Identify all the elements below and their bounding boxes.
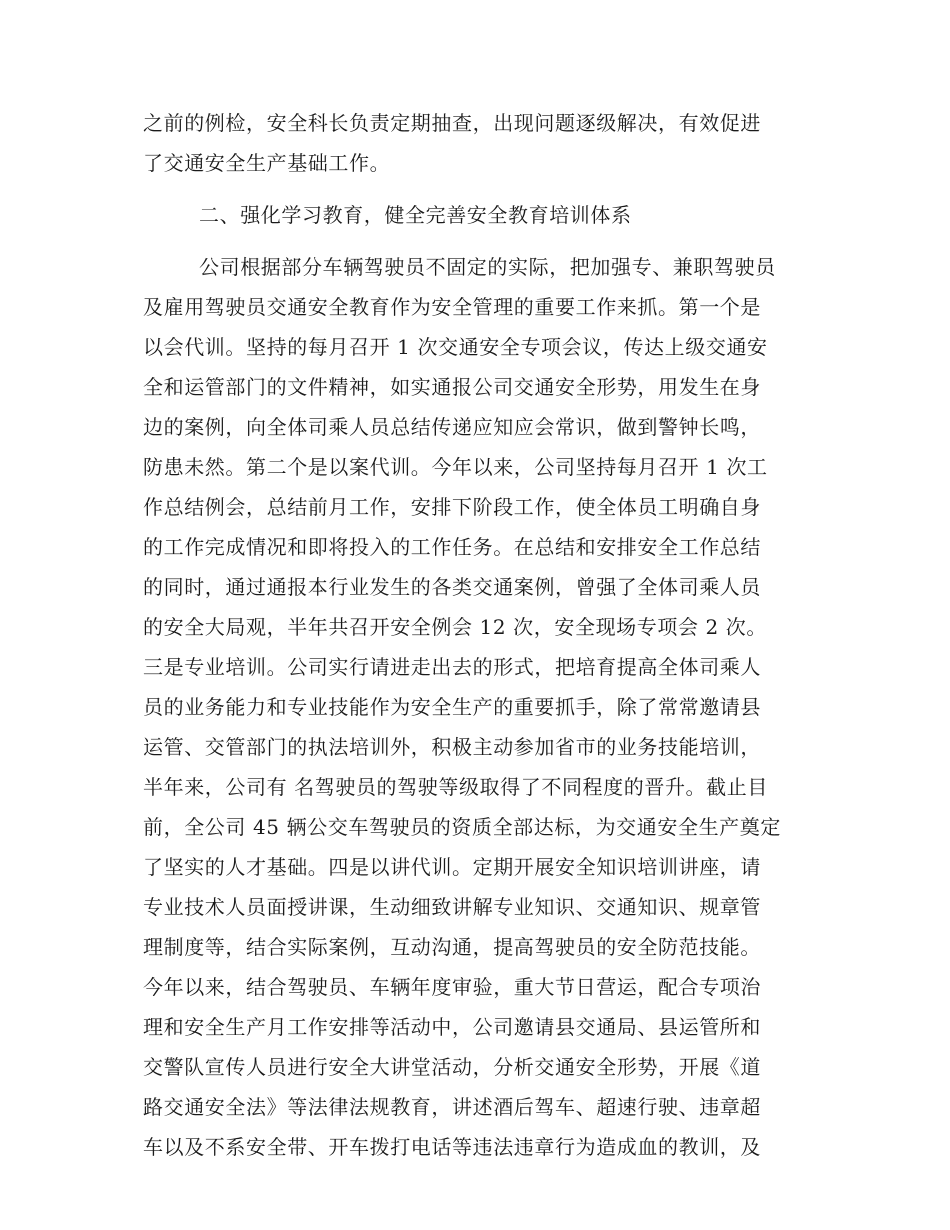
paragraph-line: 边的案例，向全体司乘人员总结传递应知应会常识，做到警钟长鸣， [143,415,761,439]
paragraph-line: 了坚实的人才基础。四是以讲代训。定期开展安全知识培训讲座，请 [143,855,761,879]
paragraph-line: 路交通安全法》等法律法规教育，讲述酒后驾车、超速行驶、违章超 [143,1095,761,1119]
paragraph-line: 的同时，通过通报本行业发生的各类交通案例，曾强了全体司乘人员 [143,575,761,599]
paragraph-line: 及雇用驾驶员交通安全教育作为安全管理的重要工作来抓。第一个是 [143,295,761,319]
paragraph-line: 三是专业培训。公司实行请进走出去的形式，把培育提高全体司乘人 [143,655,761,679]
paragraph-line: 专业技术人员面授讲课，生动细致讲解专业知识、交通知识、规章管 [143,895,761,919]
paragraph-line: 理制度等，结合实际案例，互动沟通，提高驾驶员的安全防范技能。 [143,935,761,959]
section-heading: 二、强化学习教育，健全完善安全教育培训体系 [199,203,632,227]
paragraph-line: 半年来，公司有 名驾驶员的驾驶等级取得了不同程度的晋升。截止目 [143,775,768,799]
paragraph-line: 全和运管部门的文件精神，如实通报公司交通安全形势，用发生在身 [143,375,761,399]
paragraph-line: 理和安全生产月工作安排等活动中，公司邀请县交通局、县运管所和 [143,1015,761,1039]
paragraph-line: 的安全大局观，半年共召开安全例会 12 次，安全现场专项会 2 次。 [143,615,768,639]
paragraph-line: 防患未然。第二个是以案代训。今年以来，公司坚持每月召开 1 次工 [143,455,768,479]
paragraph-line: 的工作完成情况和即将投入的工作任务。在总结和安排安全工作总结 [143,535,761,559]
paragraph-line: 前，全公司 45 辆公交车驾驶员的资质全部达标，为交通安全生产奠定 [143,815,781,839]
paragraph-line: 之前的例检，安全科长负责定期抽查，出现问题逐级解决，有效促进 [143,111,761,135]
paragraph-line: 员的业务能力和专业技能作为安全生产的重要抓手，除了常常邀请县 [143,695,761,719]
paragraph-line: 运管、交管部门的执法培训外，积极主动参加省市的业务技能培训， [143,735,761,759]
paragraph-line: 车以及不系安全带、开车拨打电话等违法违章行为造成血的教训，及 [143,1135,761,1159]
paragraph-line: 以会代训。坚持的每月召开 1 次交通安全专项会议，传达上级交通安 [143,335,768,359]
paragraph-line: 公司根据部分车辆驾驶员不固定的实际，把加强专、兼职驾驶员 [199,255,776,279]
paragraph-line: 交警队宣传人员进行安全大讲堂活动，分析交通安全形势，开展《道 [143,1055,761,1079]
paragraph-line: 作总结例会，总结前月工作，安排下阶段工作，使全体员工明确自身 [143,495,761,519]
paragraph-line: 今年以来，结合驾驶员、车辆年度审验，重大节日营运，配合专项治 [143,975,761,999]
paragraph-line: 了交通安全生产基础工作。 [143,151,391,175]
